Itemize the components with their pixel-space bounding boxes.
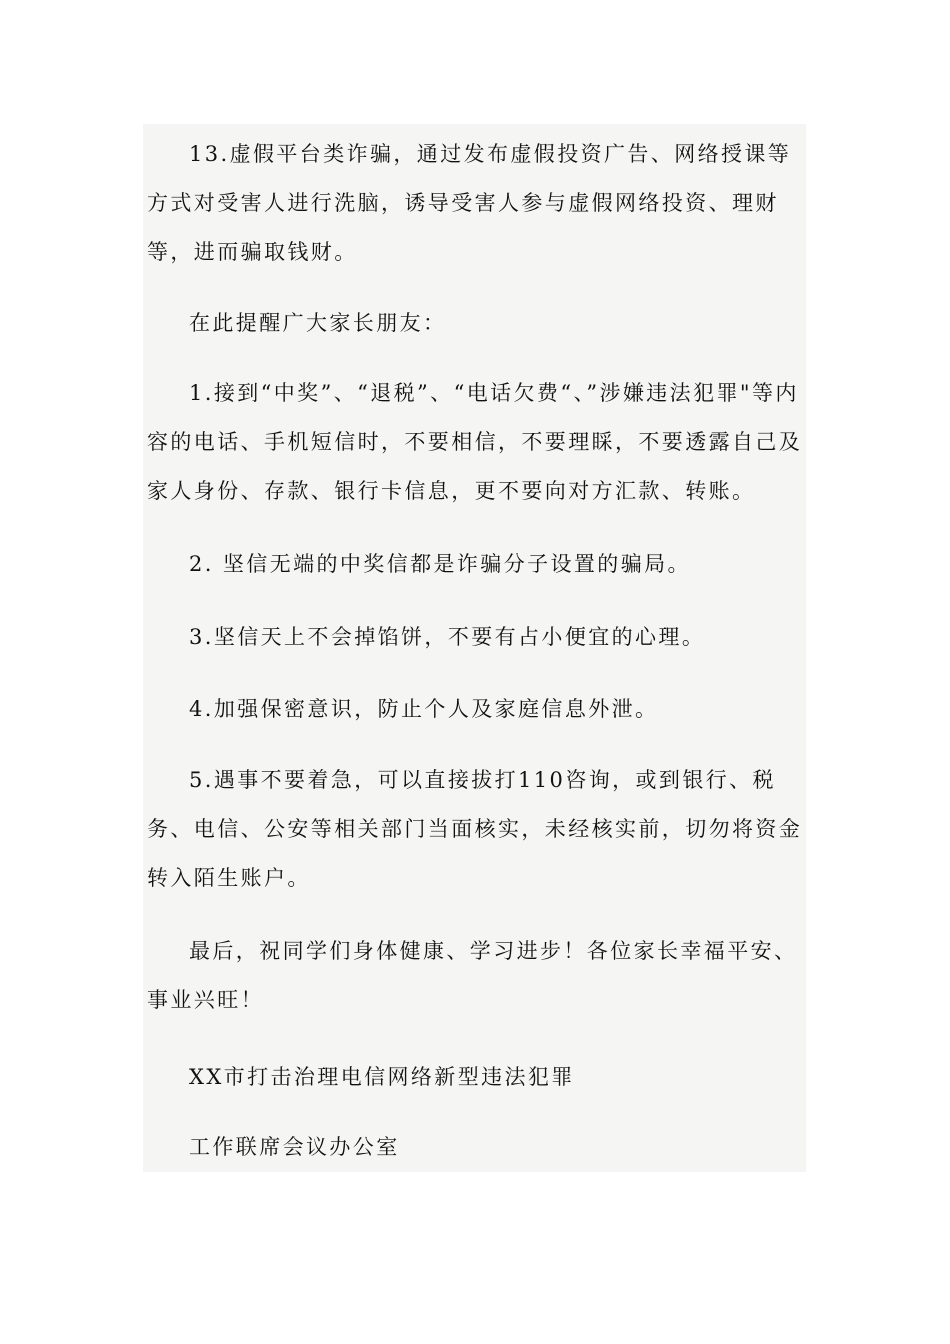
paragraph-tip-1: 1.接到“中奖”、“退税”、“电话欠费“、”涉嫌违法犯罪"等内容的电话、手机短信时，不要相信，不要理睬，不要透露自己及家人身份、存款、银行卡信息，更不要向对方汇款、转账。 xyxy=(147,381,803,503)
paragraph-tip-4: 4.加强保密意识，防止个人及家庭信息外泄。 xyxy=(189,697,659,721)
signature-line-2: 工作联席会议办公室 xyxy=(189,1135,400,1159)
paragraph-fraud-type-13: 13.虚假平台类诈骗，通过发布虚假投资广告、网络授课等方式对受害人进行洗脑，诱导受害人参与虚假网络投资、理财等，进而骗取钱财。 xyxy=(147,142,792,264)
paragraph-tip-3: 3.坚信天上不会掉馅饼，不要有占小便宜的心理。 xyxy=(189,625,706,649)
paragraph-tip-5: 5.遇事不要着急，可以直接拔打110咨询，或到银行、税务、电信、公安等相关部门当面核实，未经核实前，切勿将资金转入陌生账户。 xyxy=(147,768,803,890)
paragraph-reminder-intro: 在此提醒广大家长朋友： xyxy=(189,311,447,335)
paragraph-closing: 最后，祝同学们身体健康、学习进步！各位家长幸福平安、事业兴旺！ xyxy=(147,939,798,1012)
document-body xyxy=(143,124,806,1172)
paragraph-tip-2: 2. 坚信无端的中奖信都是诈骗分子设置的骗局。 xyxy=(189,552,691,576)
signature-line-1: XX市打击治理电信网络新型违法犯罪 xyxy=(189,1065,575,1089)
